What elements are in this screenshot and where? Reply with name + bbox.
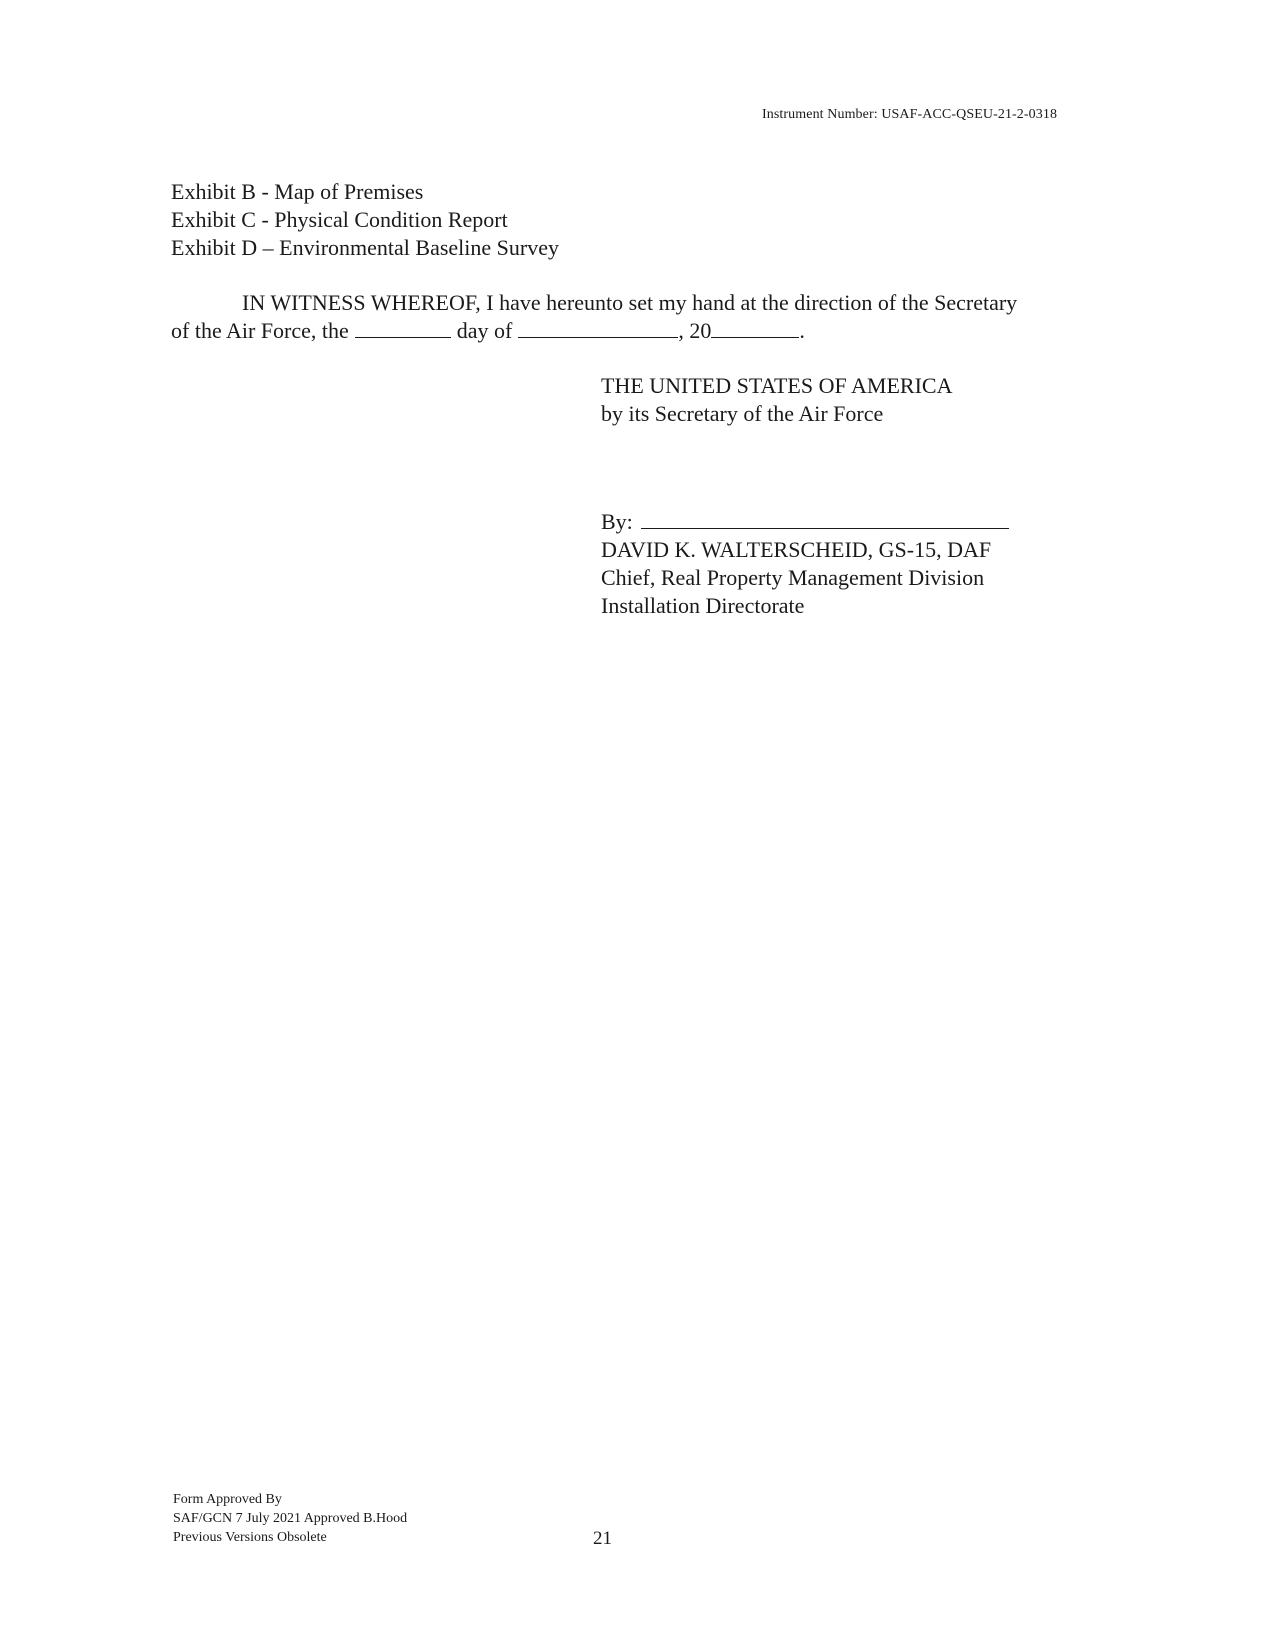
witness-line-2 — [171, 317, 1091, 345]
party-by-line: by its Secretary of the Air Force — [601, 401, 884, 426]
signer-title: Chief, Real Property Management Division — [601, 565, 985, 590]
year-blank — [711, 317, 799, 338]
exhibit-c: Exhibit C - Physical Condition Report — [171, 207, 508, 232]
party-name: THE UNITED STATES OF AMERICA — [601, 373, 953, 398]
witness-clause — [171, 289, 1091, 345]
by-label: By: — [601, 509, 633, 534]
page-number: 21 — [593, 1528, 612, 1549]
witness-period: . — [799, 318, 805, 343]
witness-prefix: of the Air Force, the — [171, 318, 349, 343]
signature-blank — [641, 508, 1009, 529]
signature-block — [601, 508, 1009, 620]
witness-line-1: IN WITNESS WHEREOF, I have hereunto set my hand at the direction of the Secretary — [242, 290, 1018, 315]
footer-line-3: Previous Versions Obsolete — [173, 1530, 327, 1545]
signer-office: Installation Directorate — [601, 593, 805, 618]
exhibit-d: Exhibit D – Environmental Baseline Survey — [171, 235, 559, 260]
form-approval-footer — [173, 1490, 407, 1547]
year-prefix-text: , 20 — [678, 318, 712, 343]
footer-line-1: Form Approved By — [173, 1492, 282, 1507]
footer-line-2: SAF/GCN 7 July 2021 Approved B.Hood — [173, 1511, 408, 1526]
party-block — [601, 372, 952, 428]
month-blank — [518, 317, 678, 338]
day-of-text: day of — [456, 318, 513, 343]
signature-line — [601, 508, 1009, 536]
signer-name: DAVID K. WALTERSCHEID, GS-15, DAF — [601, 537, 992, 562]
exhibit-b: Exhibit B - Map of Premises — [171, 179, 424, 204]
exhibit-list — [171, 178, 559, 262]
instrument-number: Instrument Number: USAF-ACC-QSEU-21-2-0318 — [762, 107, 1058, 122]
day-blank — [355, 317, 451, 338]
